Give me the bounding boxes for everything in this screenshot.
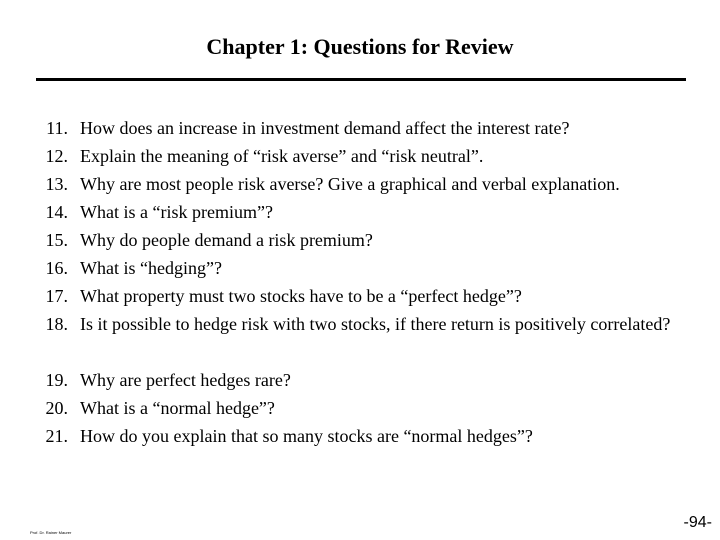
question-text: Why are perfect hedges rare? xyxy=(80,370,291,390)
list-item xyxy=(0,226,720,254)
question-text: Why do people demand a risk premium? xyxy=(80,230,373,250)
question-text: Explain the meaning of “risk averse” and “risk neutral”. xyxy=(80,146,484,166)
footer-author: Prof. Dr. Rainer Maurer xyxy=(30,530,72,535)
question-text: What property must two stocks have to be a “perfect hedge”? xyxy=(80,286,522,306)
question-number: 15. xyxy=(45,230,68,250)
page-number: -94- xyxy=(683,514,712,531)
list-item xyxy=(0,310,720,366)
question-number: 16. xyxy=(45,258,68,278)
list-item xyxy=(0,282,720,310)
question-number: 13. xyxy=(45,174,68,194)
list-item xyxy=(0,254,720,282)
list-item xyxy=(0,422,720,450)
question-text: What is a “risk premium”? xyxy=(80,202,273,222)
question-number: 14. xyxy=(45,202,68,222)
title-divider xyxy=(36,78,686,81)
list-item xyxy=(0,114,720,142)
question-text: What is “hedging”? xyxy=(80,258,222,278)
list-item xyxy=(0,142,720,170)
list-item xyxy=(0,366,720,394)
question-list xyxy=(0,114,720,450)
question-number: 12. xyxy=(45,146,68,166)
question-number: 21. xyxy=(45,426,68,446)
question-number: 17. xyxy=(45,286,68,306)
list-item xyxy=(0,170,720,198)
question-number: 18. xyxy=(45,314,68,334)
question-number: 20. xyxy=(45,398,68,418)
list-item xyxy=(0,198,720,226)
list-item xyxy=(0,394,720,422)
question-number: 11. xyxy=(46,118,68,138)
question-text: How does an increase in investment demand affect the interest rate? xyxy=(80,118,570,138)
page-title: Chapter 1: Questions for Review xyxy=(206,34,514,59)
question-text: Why are most people risk averse? Give a graphical and verbal explanation. xyxy=(80,174,620,194)
question-text: What is a “normal hedge”? xyxy=(80,398,275,418)
question-number: 19. xyxy=(45,370,68,390)
question-text: How do you explain that so many stocks are “normal hedges”? xyxy=(80,426,533,446)
question-text: Is it possible to hedge risk with two stocks, if there return is positively correlated? xyxy=(80,314,671,334)
